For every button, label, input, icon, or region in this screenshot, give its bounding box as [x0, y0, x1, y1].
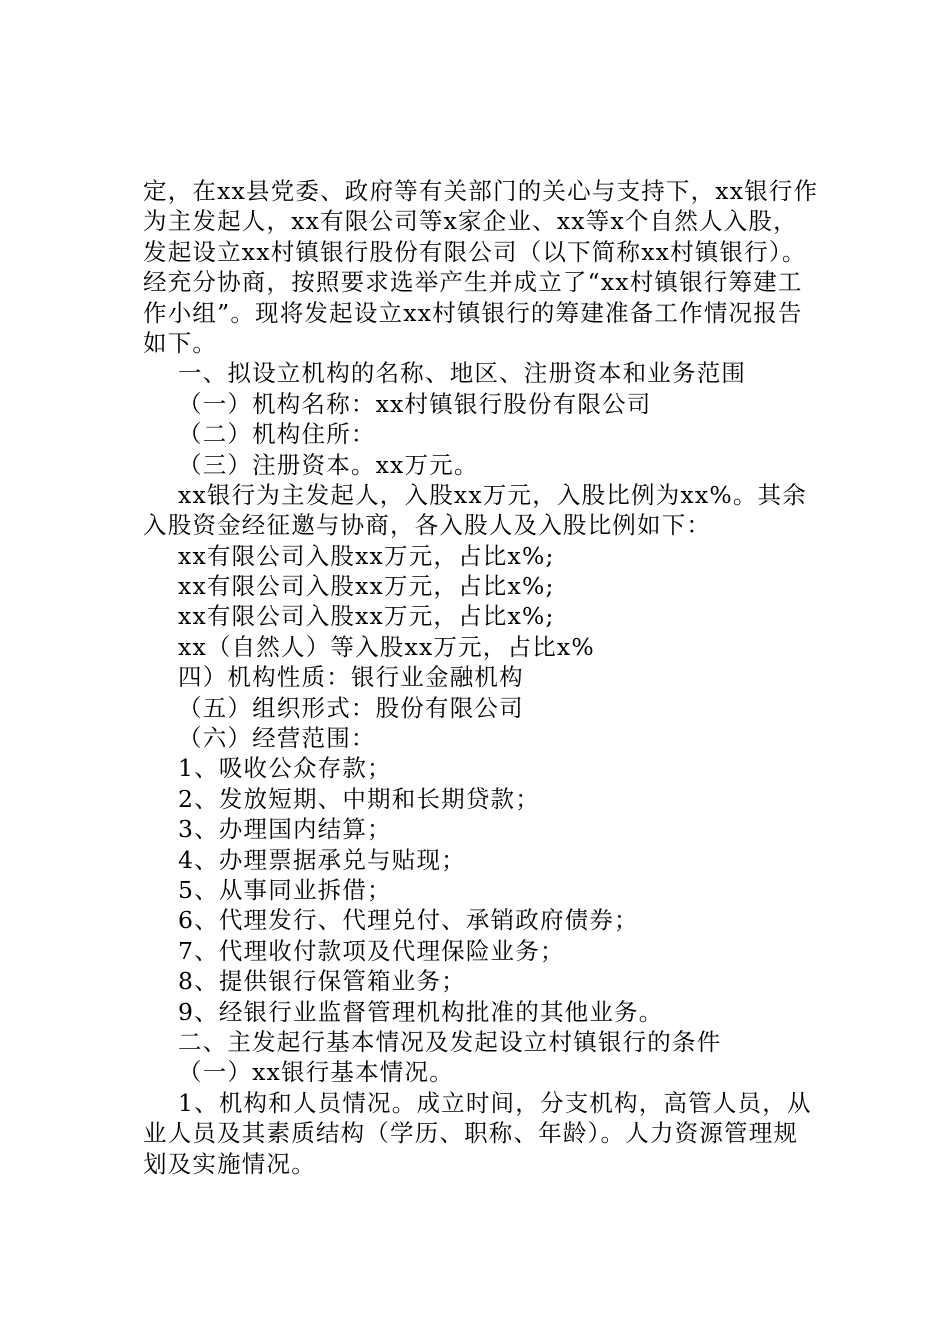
shareholder-2: xx有限公司入股xx万元，占比x%; — [178, 572, 555, 601]
closing-line-1: 1、机构和人员情况。成立时间，分支机构，高管人员，从 — [178, 1088, 812, 1117]
scope-item-9: 9、经银行业监督管理机构批准的其他业务。 — [178, 997, 664, 1026]
item-capital: （三）注册资本。xx万元。 — [178, 450, 479, 479]
shareholding-line-2: 入股资金经征邀与协商，各入股人及入股比例如下： — [143, 511, 712, 540]
document-body — [143, 176, 843, 1179]
shareholder-4: xx（自然人）等入股xx万元，占比x% — [178, 632, 595, 661]
scope-item-4: 4、办理票据承兑与贴现； — [178, 845, 466, 874]
closing-line-3: 划及实施情况。 — [143, 1149, 316, 1178]
shareholder-3: xx有限公司入股xx万元，占比x%; — [178, 602, 555, 631]
scope-item-1: 1、吸收公众存款； — [178, 754, 392, 783]
scope-item-6: 6、代理发行、代理兑付、承销政府债券； — [178, 906, 639, 935]
item-name: （一）机构名称：xx村镇银行股份有限公司 — [178, 389, 652, 418]
scope-item-8: 8、提供银行保管箱业务； — [178, 967, 466, 996]
scope-item-5: 5、从事同业拆借； — [178, 875, 392, 904]
section2-item-1: （一）xx银行基本情况。 — [178, 1058, 454, 1087]
item-nature: 四）机构性质：银行业金融机构 — [178, 663, 524, 692]
intro-line-2: 为主发起人，xx有限公司等x家企业、xx等x个自然人入股， — [143, 207, 798, 236]
item-scope: （六）经营范围： — [178, 724, 376, 753]
intro-line-6: 如下。 — [143, 328, 218, 357]
intro-line-1: 定，在xx县党委、政府等有关部门的关心与支持下，xx银行作 — [143, 177, 819, 205]
intro-line-4: 经充分协商，按照要求选举产生并成立了“xx村镇银行筹建工 — [143, 268, 803, 297]
item-form: （五）组织形式：股份有限公司 — [178, 693, 524, 722]
closing-line-2: 业人员及其素质结构（学历、职称、年龄）。人力资源管理规 — [143, 1119, 799, 1148]
intro-line-5: 作小组”。现将发起设立xx村镇银行的筹建准备工作情况报告 — [143, 298, 803, 327]
intro-line-3: 发起设立xx村镇银行股份有限公司（以下简称xx村镇银行）。 — [143, 237, 807, 266]
section2-heading: 二、主发起行基本情况及发起设立村镇银行的条件 — [178, 1027, 722, 1056]
shareholder-1: xx有限公司入股xx万元，占比x%; — [178, 541, 555, 570]
scope-item-7: 7、代理收付款项及代理保险业务； — [178, 936, 565, 965]
section1-heading: 一、拟设立机构的名称、地区、注册资本和业务范围 — [178, 359, 747, 388]
scope-item-3: 3、办理国内结算； — [178, 815, 392, 844]
shareholding-line-1: xx银行为主发起人，入股xx万元，入股比例为xx%。其余 — [178, 480, 807, 509]
scope-item-2: 2、发放短期、中期和长期贷款； — [178, 784, 540, 813]
item-address: （二）机构住所： — [178, 420, 376, 449]
